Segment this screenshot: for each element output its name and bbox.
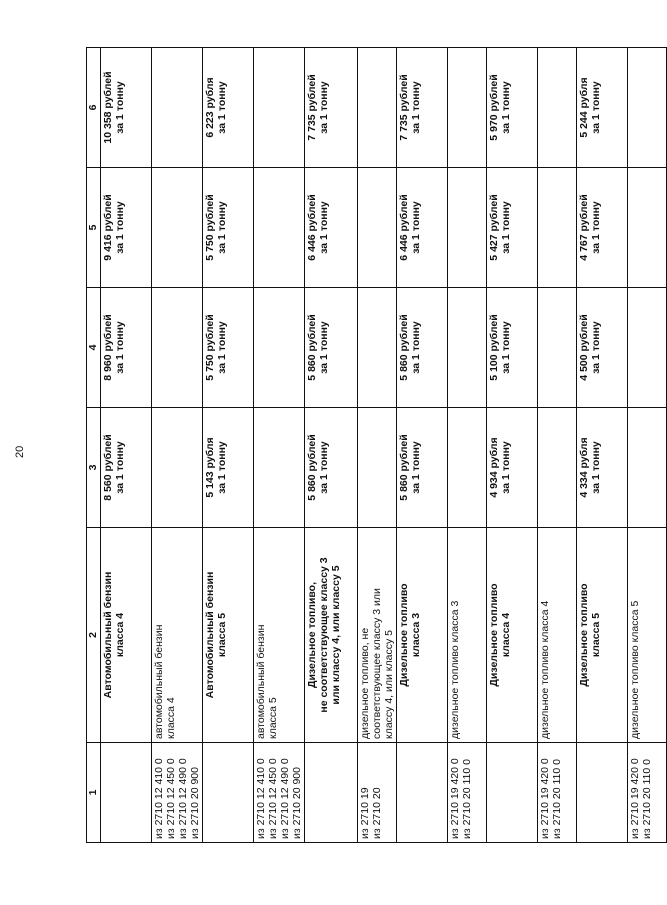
rate-cell xyxy=(487,168,538,288)
product-name-line: Дизельное топливо xyxy=(578,583,590,687)
rate-unit: за 1 тонну xyxy=(410,81,422,134)
rate-unit: за 1 тонну xyxy=(216,441,228,494)
rate-unit: за 1 тонну xyxy=(410,321,422,374)
column-number: 3 xyxy=(87,408,101,528)
rate-cell xyxy=(628,408,667,528)
tnved-codes-cell xyxy=(101,743,152,843)
product-name-cell xyxy=(101,528,152,743)
tnved-code-row xyxy=(254,48,305,843)
product-row xyxy=(577,48,628,843)
product-row xyxy=(203,48,254,843)
tnved-code: из 2710 20 900 xyxy=(291,767,303,839)
tnved-codes-cell xyxy=(358,743,397,843)
rate-cell xyxy=(152,408,203,528)
product-name-cell xyxy=(203,528,254,743)
rate-cell xyxy=(152,168,203,288)
rate-amount: 9 416 рублей xyxy=(102,194,114,261)
rate-cell xyxy=(538,48,577,168)
rate-cell xyxy=(577,48,628,168)
rate-amount: 4 500 рублей xyxy=(578,314,590,381)
rate-amount: 6 446 рублей xyxy=(398,194,410,261)
rate-cell xyxy=(628,168,667,288)
rate-cell xyxy=(358,288,397,408)
rate-unit: за 1 тонну xyxy=(114,321,126,374)
rate-amount: 5 750 рублей xyxy=(204,314,216,381)
rate-unit: за 1 тонну xyxy=(500,201,512,254)
rate-unit: за 1 тонну xyxy=(216,321,228,374)
product-name-line: класса 3 xyxy=(410,612,422,658)
rate-unit: за 1 тонну xyxy=(590,441,602,494)
tnved-code: из 2710 20 110 0 xyxy=(641,759,653,839)
rate-unit: за 1 тонну xyxy=(114,201,126,254)
tnved-codes-cell xyxy=(397,743,448,843)
rotated-table-wrapper xyxy=(86,48,653,843)
rate-amount: 5 860 рублей xyxy=(398,434,410,501)
excise-rates-table xyxy=(86,47,667,843)
tnved-code-row xyxy=(538,48,577,843)
product-name-line: класса 4 xyxy=(114,612,126,658)
tnved-code-row xyxy=(152,48,203,843)
rate-cell xyxy=(538,168,577,288)
product-name-cell xyxy=(305,528,358,743)
column-number-row xyxy=(87,48,101,843)
rate-unit: за 1 тонну xyxy=(216,81,228,134)
rate-unit: за 1 тонну xyxy=(318,321,330,374)
rate-amount: 8 560 рублей xyxy=(102,434,114,501)
rate-cell xyxy=(101,168,152,288)
tnved-codes-cell xyxy=(577,743,628,843)
rate-amount: 5 244 рубля xyxy=(578,77,590,138)
product-name-line: дизельное топливо класса 4 xyxy=(539,600,551,739)
rate-amount: 8 960 рублей xyxy=(102,314,114,381)
product-name-line: соответствующее классу 3 или xyxy=(371,588,383,739)
rate-cell xyxy=(448,408,487,528)
tnved-code: из 2710 12 410 0 xyxy=(255,758,267,839)
product-name-cell xyxy=(538,528,577,743)
rate-amount: 5 860 рублей xyxy=(398,314,410,381)
tnved-code: из 2710 19 xyxy=(359,787,371,839)
rate-amount: 5 100 рублей xyxy=(488,314,500,381)
tnved-code: из 2710 20 110 0 xyxy=(461,759,473,839)
product-name-cell xyxy=(487,528,538,743)
tnved-code: из 2710 12 490 0 xyxy=(279,758,291,839)
product-name-line: Автомобильный бензин xyxy=(204,571,216,699)
rate-amount: 10 358 рублей xyxy=(102,71,114,144)
tnved-code-row xyxy=(358,48,397,843)
rate-cell xyxy=(577,408,628,528)
rate-cell xyxy=(305,168,358,288)
product-name-cell xyxy=(397,528,448,743)
rate-unit: за 1 тонну xyxy=(114,81,126,134)
rate-unit: за 1 тонну xyxy=(590,201,602,254)
product-name-line: дизельное топливо класса 3 xyxy=(449,600,461,739)
rate-unit: за 1 тонну xyxy=(590,81,602,134)
product-name-line: автомобильный бензин xyxy=(153,624,165,739)
tnved-codes-cell xyxy=(305,743,358,843)
rate-amount: 4 767 рублей xyxy=(578,194,590,261)
rate-cell xyxy=(254,288,305,408)
product-name-line: класса 5 xyxy=(590,612,602,658)
product-name-line: или классу 4, или классу 5 xyxy=(330,565,342,705)
rate-cell xyxy=(448,288,487,408)
rate-cell xyxy=(538,288,577,408)
rate-unit: за 1 тонну xyxy=(318,441,330,494)
product-row xyxy=(101,48,152,843)
rate-unit: за 1 тонну xyxy=(216,201,228,254)
rate-amount: 4 334 рубля xyxy=(578,437,590,498)
rate-cell xyxy=(203,168,254,288)
rate-amount: 7 735 рублей xyxy=(398,74,410,141)
tnved-code: из 2710 19 420 0 xyxy=(449,758,461,839)
rate-cell xyxy=(203,48,254,168)
tnved-codes-cell xyxy=(628,743,667,843)
table-body xyxy=(101,48,667,843)
tnved-code: из 2710 20 xyxy=(371,787,383,839)
rate-amount: 5 427 рублей xyxy=(488,194,500,261)
rate-cell xyxy=(397,168,448,288)
tnved-code: из 2710 20 900 xyxy=(189,767,201,839)
rate-amount: 5 143 рубля xyxy=(204,437,216,498)
tnved-code-row xyxy=(628,48,667,843)
rate-cell xyxy=(358,48,397,168)
rate-cell xyxy=(628,48,667,168)
product-name-line: класса 5 xyxy=(267,697,279,739)
product-name-line: автомобильный бензин xyxy=(255,624,267,739)
rate-unit: за 1 тонну xyxy=(318,81,330,134)
rate-unit: за 1 тонну xyxy=(410,201,422,254)
tnved-code: из 2710 20 110 0 xyxy=(551,759,563,839)
rate-amount: 5 750 рублей xyxy=(204,194,216,261)
product-name-cell xyxy=(448,528,487,743)
rate-amount: 6 446 рублей xyxy=(306,194,318,261)
rate-cell xyxy=(254,168,305,288)
product-name-cell xyxy=(254,528,305,743)
rate-cell xyxy=(254,48,305,168)
rate-cell xyxy=(397,408,448,528)
rate-unit: за 1 тонну xyxy=(318,201,330,254)
tnved-code: из 2710 12 450 0 xyxy=(267,758,279,839)
tnved-code: из 2710 19 420 0 xyxy=(629,758,641,839)
product-name-cell xyxy=(358,528,397,743)
tnved-codes-cell xyxy=(203,743,254,843)
product-name-line: дизельное топливо класса 5 xyxy=(629,600,641,739)
rate-unit: за 1 тонну xyxy=(114,441,126,494)
page-number: 20 xyxy=(14,445,26,458)
product-name-line: Дизельное топливо, xyxy=(306,581,318,689)
product-name-line: класса 5 xyxy=(216,612,228,658)
product-name-cell xyxy=(628,528,667,743)
rate-unit: за 1 тонну xyxy=(590,321,602,374)
tnved-code: из 2710 12 490 0 xyxy=(177,758,189,839)
rate-cell xyxy=(203,288,254,408)
rate-cell xyxy=(101,408,152,528)
rate-cell xyxy=(448,48,487,168)
rate-amount: 5 860 рублей xyxy=(306,434,318,501)
product-name-cell xyxy=(152,528,203,743)
product-name-line: классу 4, или классу 5 xyxy=(383,630,395,739)
tnved-code: из 2710 12 450 0 xyxy=(165,758,177,839)
rate-unit: за 1 тонну xyxy=(410,441,422,494)
rate-cell xyxy=(577,168,628,288)
column-number: 2 xyxy=(87,528,101,743)
product-name-line: дизельное топливо, не xyxy=(359,627,371,739)
product-name-line: не соответствующее классу 3 xyxy=(318,557,330,713)
column-number: 5 xyxy=(87,168,101,288)
rate-cell xyxy=(397,48,448,168)
rate-unit: за 1 тонну xyxy=(500,81,512,134)
rate-cell xyxy=(203,408,254,528)
tnved-codes-cell xyxy=(448,743,487,843)
rate-cell xyxy=(397,288,448,408)
column-number: 4 xyxy=(87,288,101,408)
rate-cell xyxy=(487,48,538,168)
column-number: 6 xyxy=(87,48,101,168)
product-name-line: Дизельное топливо xyxy=(488,583,500,687)
rate-cell xyxy=(358,168,397,288)
product-name-line: класса 4 xyxy=(500,612,512,658)
product-name-line: Дизельное топливо xyxy=(398,583,410,687)
rate-cell xyxy=(305,408,358,528)
rate-unit: за 1 тонну xyxy=(500,321,512,374)
rate-cell xyxy=(305,288,358,408)
rate-cell xyxy=(487,408,538,528)
rate-amount: 6 223 рубля xyxy=(204,77,216,138)
rate-cell xyxy=(538,408,577,528)
rate-cell xyxy=(305,48,358,168)
rate-amount: 5 970 рублей xyxy=(488,74,500,141)
rate-amount: 5 860 рублей xyxy=(306,314,318,381)
product-name-line: Автомобильный бензин xyxy=(102,571,114,699)
tnved-codes-cell xyxy=(254,743,305,843)
tnved-codes-cell xyxy=(152,743,203,843)
tnved-code: из 2710 19 420 0 xyxy=(539,758,551,839)
rate-cell xyxy=(152,288,203,408)
rate-cell xyxy=(448,168,487,288)
rate-cell xyxy=(254,408,305,528)
rate-cell xyxy=(101,288,152,408)
tnved-code-row xyxy=(448,48,487,843)
rate-cell xyxy=(487,288,538,408)
tnved-code: из 2710 12 410 0 xyxy=(153,758,165,839)
rate-cell xyxy=(101,48,152,168)
tnved-codes-cell xyxy=(487,743,538,843)
product-row xyxy=(305,48,358,843)
product-name-line: класса 4 xyxy=(165,697,177,739)
tnved-codes-cell xyxy=(538,743,577,843)
rate-cell xyxy=(577,288,628,408)
rate-cell xyxy=(152,48,203,168)
column-number: 1 xyxy=(87,743,101,843)
product-row xyxy=(487,48,538,843)
rate-amount: 7 735 рублей xyxy=(306,74,318,141)
rate-unit: за 1 тонну xyxy=(500,441,512,494)
product-row xyxy=(397,48,448,843)
rate-cell xyxy=(358,408,397,528)
rate-cell xyxy=(628,288,667,408)
rate-amount: 4 934 рубля xyxy=(488,437,500,498)
product-name-cell xyxy=(577,528,628,743)
